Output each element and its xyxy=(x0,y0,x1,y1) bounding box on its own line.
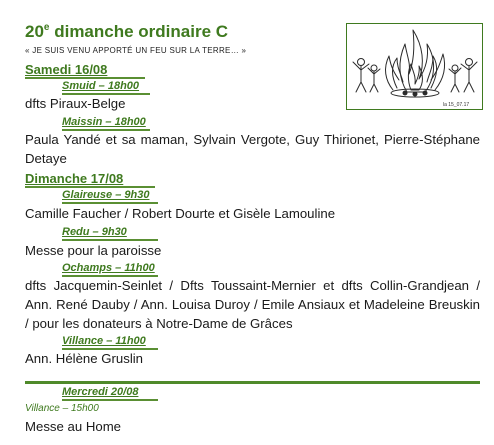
underline-bar xyxy=(62,399,158,401)
place-time-maissin: Maissin – 18h00 xyxy=(62,116,146,128)
place-time-glaireuse: Glaireuse – 9h30 xyxy=(62,189,150,201)
title-text: dimanche ordinaire C xyxy=(49,22,229,41)
place-time-villance-home: Villance – 15h00 xyxy=(25,403,99,414)
intention-text: dfts Piraux-Belge xyxy=(25,96,126,111)
page-title xyxy=(25,22,228,42)
title-superscript: e xyxy=(43,22,50,33)
intention-text: Messe pour la paroisse xyxy=(25,243,162,258)
day-heading-wednesday: Mercredi 20/08 xyxy=(62,386,139,398)
illustration-signature: la 15_07.17 xyxy=(443,102,470,108)
place-time-ochamps: Ochamps – 11h00 xyxy=(62,262,155,274)
underline-bar xyxy=(25,77,145,79)
gospel-quote: « JE SUIS VENU APPORTÉ UN FEU SUR LA TERRE… » xyxy=(25,46,247,55)
intention-text: Camille Faucher / Robert Dourte et Gisèle Lamouline xyxy=(25,206,336,221)
intention-text: Paula Yandé et sa maman, Sylvain Vergote, Guy Thirionet, Pierre-Stéphane Detaye xyxy=(25,132,480,166)
place-time-redu: Redu – 9h30 xyxy=(62,226,127,238)
underline-bar xyxy=(25,186,155,188)
place-time-villance: Villance – 11h00 xyxy=(62,335,146,347)
section-divider xyxy=(25,381,480,384)
day-heading-sunday: Dimanche 17/08 xyxy=(25,171,124,186)
day-heading-saturday: Samedi 16/08 xyxy=(25,62,108,77)
intention-text: Ann. Hélène Gruslin xyxy=(25,351,144,366)
intention-text: dfts Jacquemin-Seinlet / Dfts Toussaint-Mernier et dfts Collin-Grandjean / Ann. René Dauby / Ann. Louisa Duroy / Emile Ansiaux et Madeleine Breuskin / pour les donateurs à Notre-Dame de Grâces xyxy=(25,278,480,331)
intention-text: Messe au Home xyxy=(25,419,122,434)
title-number: 20 xyxy=(25,22,44,41)
place-time-smuid: Smuid – 18h00 xyxy=(62,80,140,92)
